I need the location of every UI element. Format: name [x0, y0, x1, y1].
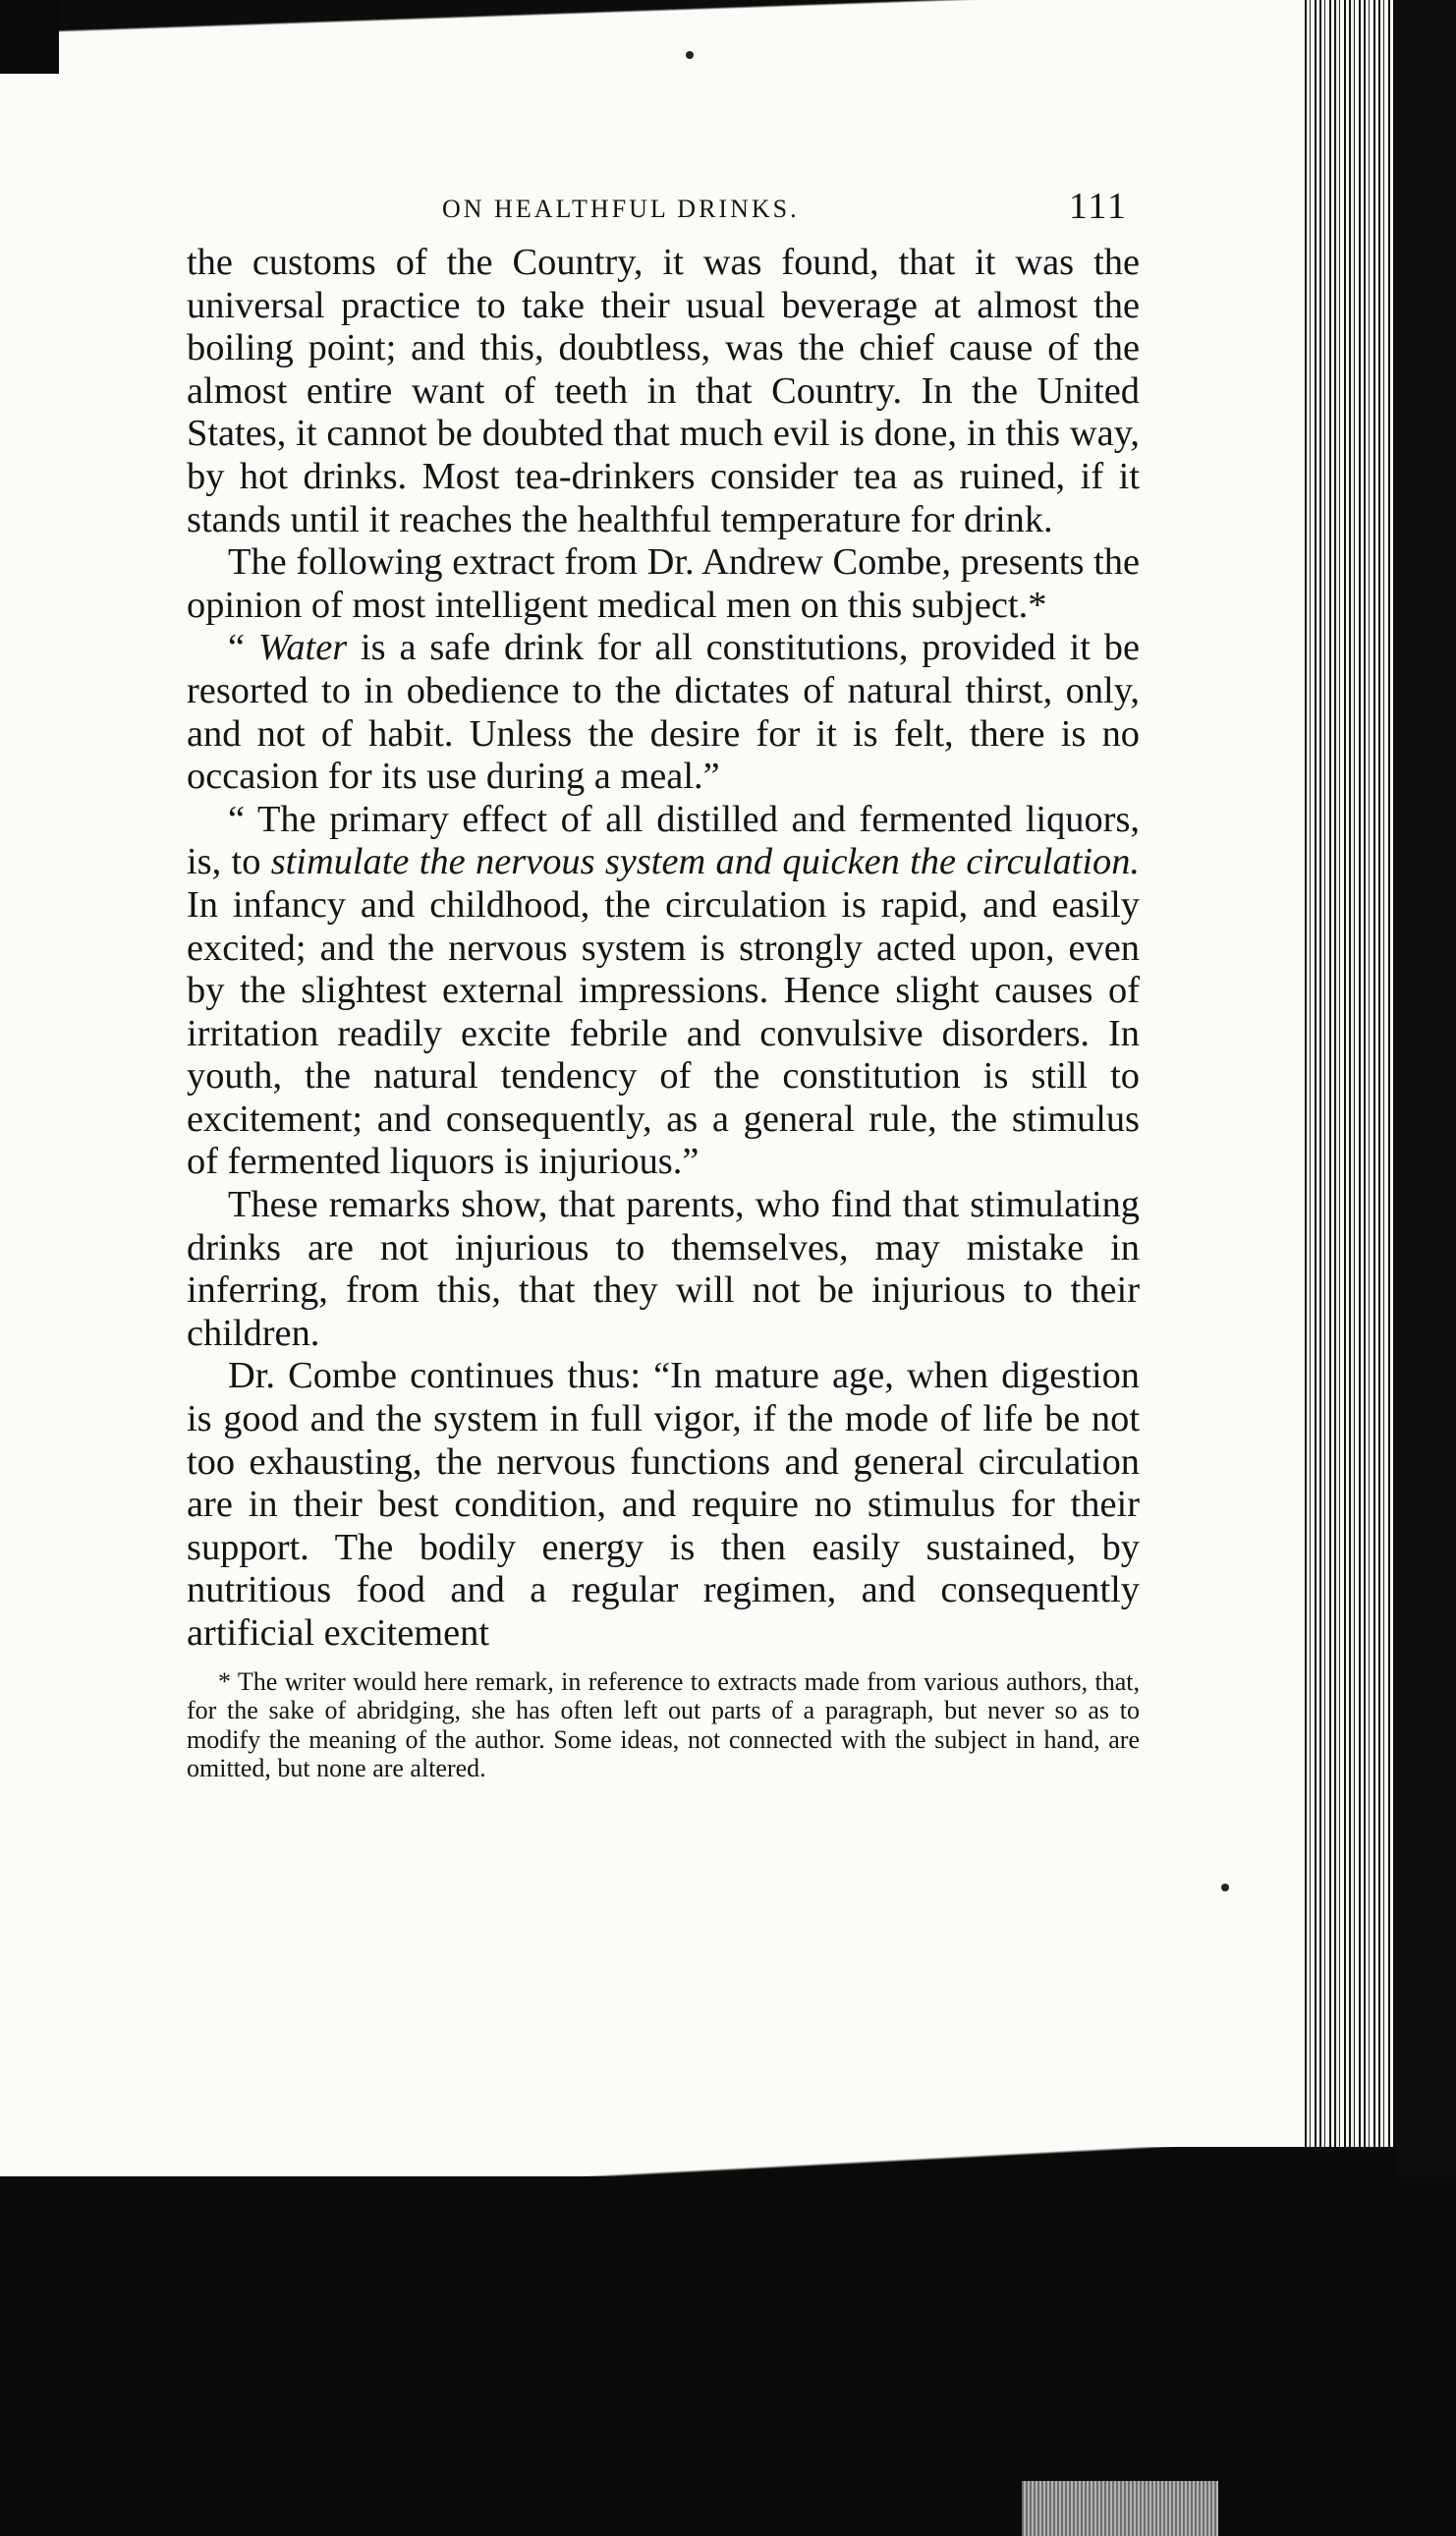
text-run: the customs of the Country, it was found, that it was the universal practice to take their usual beverage at almost the boiling point; and this, doubtless, was the chief cause of the almost entire want of teeth in that Country. In the United States, it cannot be doubted that much evil is done, in this way, by hot drinks. Most tea-drinkers consider tea as ruined, if it stands until it reaches the healthful temperature for drink. [187, 242, 1140, 540]
page-content [187, 177, 1140, 1783]
scan-bottom-shadow [0, 2176, 1456, 2536]
running-head [187, 177, 1140, 240]
body-text [187, 242, 1140, 1656]
scan-artifact [1022, 2481, 1218, 2536]
page-number: 111 [1068, 186, 1128, 227]
text-run: is a safe drink for all constitutions, provided it be resorted to in obedience to the dictates of natural thirst, only, and not of habit. Unless the desire for it is felt, there is no occasion for its use during a meal.” [187, 627, 1140, 798]
text-run: Dr. Combe continues thus: “In mature age, when digestion is good and the system in full vigor, if the mode of life be not too exhausting, the nervous functions and general circulation are in their best condition, and require no stimulus for their support. The bodily energy is then easily sustained, by nutritious food and a regular regimen, and consequently artificial excitement [187, 1355, 1140, 1654]
paragraph [187, 541, 1140, 627]
ink-speck [1221, 1884, 1229, 1891]
paragraph [187, 1184, 1140, 1355]
text-run: “ The primary effect of all distilled and fermented liquors, is, to [187, 798, 1140, 883]
paragraph [187, 1355, 1140, 1655]
text-run: These remarks show, that parents, who find that stimulating drinks are not injurious to themselves, may mistake in inferring, from this, that they will not be injurious to their children. [187, 1184, 1140, 1354]
text-run: In infancy and childhood, the circulation is rapid, and easily excited; and the nervous system is strongly acted upon, even by the slightest external impressions. Hence slight causes of irritation readily excite febrile and convulsive disorders. In youth, the natural tendency of the constitution is still to excitement; and consequently, as a general rule, the stimulus of fermented liquors is injurious.” [187, 883, 1140, 1183]
text-run: The following extract from Dr. Andrew Combe, presents the opinion of most intelligent medical men on this subject.* [187, 541, 1140, 626]
ink-speck [686, 51, 694, 59]
paragraph [187, 242, 1140, 541]
scan-top-shadow [0, 0, 1316, 69]
italic-text: stimulate the nervous system and quicken the circulation. [270, 841, 1140, 883]
paragraph [187, 627, 1140, 798]
running-title: ON HEALTHFUL DRINKS. [442, 195, 800, 223]
italic-text: Water [257, 627, 348, 669]
text-run: “ [228, 627, 258, 669]
scan-top-corner-shadow [0, 0, 59, 74]
paragraph [187, 799, 1140, 1184]
footnote: * The writer would here remark, in reference to extracts made from various authors, that, for the sake of abridging, she has often left out parts of a paragraph, but never so as to modify the meaning of the author. Some ideas, not connected with the subject in hand, are omitted, but none are altered. [187, 1666, 1140, 1783]
binding-shadow-right [1393, 0, 1456, 2536]
